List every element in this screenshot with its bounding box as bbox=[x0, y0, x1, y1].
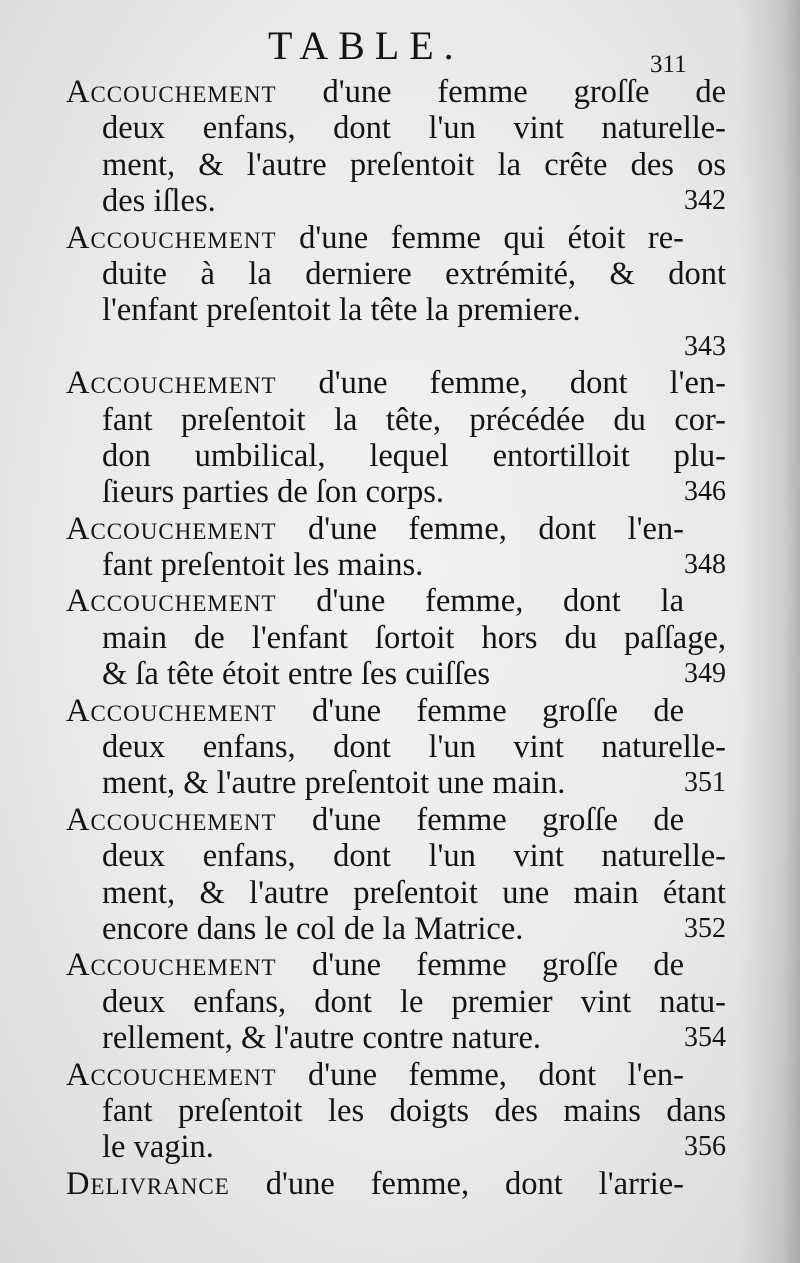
page-edge-shadow bbox=[740, 0, 800, 1263]
entry-keyword: Accouchement bbox=[66, 510, 277, 547]
entry-text: d'une femme groſſe de bbox=[311, 801, 685, 838]
entry-text: fant preſentoit la tête, précédée du cor- bbox=[102, 401, 726, 438]
entry-page-number: 346 bbox=[684, 476, 726, 508]
toc-entry bbox=[66, 1166, 726, 1202]
entry-text: main de l'enfant ſortoit hors du paſſage, bbox=[102, 619, 726, 656]
page-number: 311 bbox=[650, 51, 687, 78]
entry-text: l'enfant preſentoit la tête la premiere. bbox=[102, 292, 581, 329]
entry-page-number: 356 bbox=[684, 1131, 726, 1163]
entry-text: fant preſentoit les mains. bbox=[102, 547, 424, 584]
entry-text: d'une femme groſſe de bbox=[311, 692, 685, 729]
toc-entry bbox=[66, 802, 726, 948]
entry-text: deux enfans, dont le premier vint natu- bbox=[102, 983, 726, 1020]
entry-page-number: 348 bbox=[684, 549, 726, 581]
entry-text: don umbilical, lequel entortilloit plu- bbox=[102, 437, 726, 474]
entry-text: d'une femme, dont la bbox=[316, 583, 685, 620]
entry-text: ment, & l'autre preſentoit la crête des os bbox=[102, 146, 726, 183]
toc-entry bbox=[66, 511, 726, 584]
entry-keyword: Accouchement bbox=[66, 947, 277, 984]
entry-page-number: 342 bbox=[684, 185, 726, 217]
running-head: TABLE. bbox=[268, 23, 464, 68]
toc-entry bbox=[66, 693, 726, 802]
toc-entry bbox=[66, 1057, 726, 1166]
entry-keyword: Accouchement bbox=[66, 583, 277, 620]
toc-entry bbox=[66, 74, 726, 220]
entry-text: & ſa tête étoit entre ſes cuiſſes bbox=[102, 656, 491, 693]
entry-keyword: Accouchement bbox=[66, 365, 277, 402]
entry-text: ſieurs parties de ſon corps. bbox=[102, 474, 445, 511]
entry-text: deux enfans, dont l'un vint naturelle- bbox=[102, 838, 726, 875]
toc-entry bbox=[66, 220, 726, 366]
entry-text: d'une femme groſſe de bbox=[311, 947, 685, 984]
toc-entry bbox=[66, 365, 726, 511]
entry-text: duite à la derniere extrémité, & dont bbox=[102, 255, 726, 292]
entry-page-number: 354 bbox=[684, 1022, 726, 1054]
entry-text: d'une femme groſſe de bbox=[322, 74, 727, 110]
toc-entry bbox=[66, 947, 726, 1056]
entry-keyword: Accouchement bbox=[66, 1056, 277, 1093]
entry-page-number: 343 bbox=[684, 330, 726, 362]
entry-page-number: 352 bbox=[684, 912, 726, 944]
entry-text: encore dans le col de la Matrice. bbox=[102, 910, 524, 947]
entry-keyword: Accouchement bbox=[66, 692, 277, 729]
entry-keyword: Accouchement bbox=[66, 219, 277, 256]
entry-keyword: Accouchement bbox=[66, 74, 277, 110]
entry-text: d'une femme, dont l'arrie- bbox=[265, 1165, 684, 1202]
entry-text: d'une femme, dont l'en- bbox=[308, 1056, 684, 1093]
entry-keyword: Accouchement bbox=[66, 801, 277, 838]
entry-keyword: Delivrance bbox=[66, 1165, 230, 1202]
entry-text: deux enfans, dont l'un vint naturelle- bbox=[102, 729, 726, 766]
entry-text: des iſles. bbox=[102, 183, 216, 220]
entry-text: deux enfans, dont l'un vint naturelle- bbox=[102, 110, 726, 147]
entry-text: le vagin. bbox=[102, 1129, 214, 1166]
entry-page-number: 351 bbox=[684, 767, 726, 799]
entry-text: d'une femme, dont l'en- bbox=[308, 510, 684, 547]
entry-text: d'une femme, dont l'en- bbox=[318, 365, 726, 402]
entry-text: ment, & l'autre preſentoit une main. bbox=[102, 765, 566, 802]
entry-text: rellement, & l'autre contre nature. bbox=[102, 1020, 541, 1057]
entry-text: fant preſentoit les doigts des mains dans bbox=[102, 1092, 726, 1129]
entry-text: ment, & l'autre preſentoit une main étant bbox=[102, 874, 726, 911]
toc-entry bbox=[66, 583, 726, 692]
entry-page-number: 349 bbox=[684, 658, 726, 690]
table-of-contents bbox=[66, 74, 726, 1202]
entry-text: d'une femme qui étoit re- bbox=[299, 219, 684, 256]
